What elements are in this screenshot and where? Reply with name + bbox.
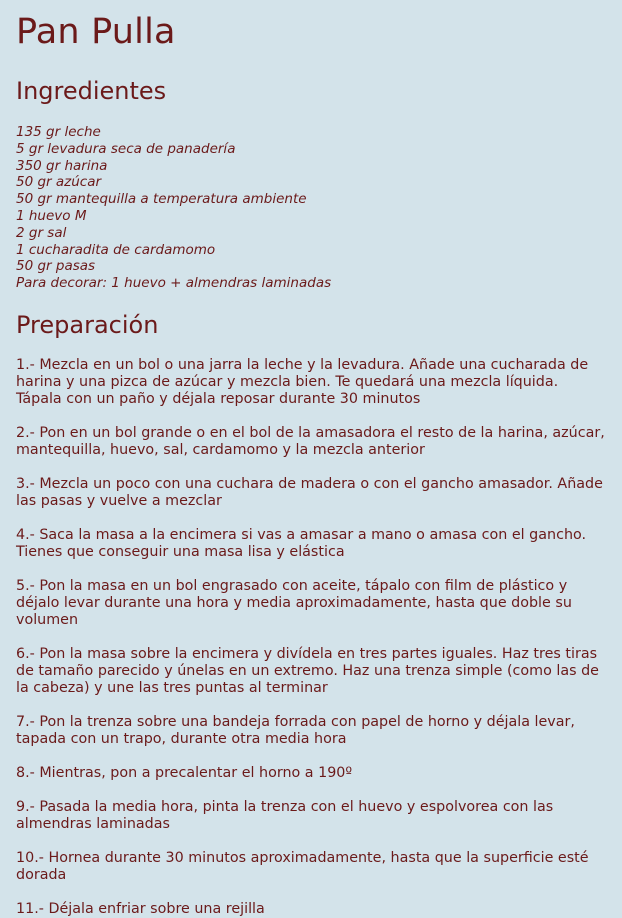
ingredient-item: 50 gr pasas	[16, 258, 96, 275]
step-item: 2.- Pon en un bol grande o en el bol de la amasadora el resto de la harina, azúcar, mantequilla, huevo, sal, cardamomo y la mezcla anterior	[16, 424, 605, 458]
ingredient-item: 135 gr leche	[16, 124, 101, 140]
ingredient-item: 350 gr harina	[16, 157, 108, 174]
step-item: 9.- Pasada la media hora, pinta la trenza con el huevo y espolvorea con las almendras laminadas	[16, 798, 554, 832]
ingredient-item: 50 gr mantequilla a temperatura ambiente	[16, 191, 307, 208]
step-item: 8.- Mientras, pon a precalentar el horno a 190º	[16, 764, 353, 781]
ingredient-item: 1 huevo M	[16, 207, 87, 224]
step-item: 11.- Déjala enfriar sobre una rejilla	[16, 900, 265, 917]
step-item: 1.- Mezcla en un bol o una jarra la leche y la levadura. Añade una cucharada de harina y una pizca de azúcar y mezcla bien. Te quedará una mezcla líquida. Tápala con un paño y déjala reposar durante 30 minutos	[16, 356, 589, 407]
ingredient-item: 2 gr sal	[16, 224, 67, 241]
step-item: 3.- Mezcla un poco con una cuchara de madera o con el gancho amasador. Añade las pasas y vuelve a mezclar	[16, 475, 603, 509]
step-item: 5.- Pon la masa en un bol engrasado con aceite, tápalo con film de plástico y déjalo levar durante una hora y media aproximadamente, hasta que doble su volumen	[16, 577, 572, 628]
ingredient-item: 1 cucharadita de cardamomo	[16, 241, 216, 258]
ingredients-heading: Ingredientes	[16, 77, 167, 105]
step-item: 4.- Saca la masa a la encimera si vas a amasar a mano o amasa con el gancho. Tienes que conseguir una masa lisa y elástica	[16, 526, 587, 560]
preparation-heading: Preparación	[16, 310, 159, 339]
preparation-steps	[16, 357, 606, 918]
step-item: 6.- Pon la masa sobre la encimera y divídela en tres partes iguales. Haz tres tiras de tamaño parecido y únelas en un extremo. Haz una trenza simple (como las de la cabeza) y une las tres puntas al terminar	[16, 645, 599, 696]
step-item: 7.- Pon la trenza sobre una bandeja forrada con papel de horno y déjala levar, tapada con un trapo, durante otra media hora	[16, 713, 575, 747]
ingredients-list	[16, 124, 606, 292]
ingredient-item: Para decorar: 1 huevo + almendras laminadas	[16, 275, 332, 292]
ingredient-item: 50 gr azúcar	[16, 174, 102, 191]
recipe-title: Pan Pulla	[16, 12, 176, 52]
ingredient-item: 5 gr levadura seca de panadería	[16, 140, 236, 157]
step-item: 10.- Hornea durante 30 minutos aproximadamente, hasta que la superficie esté dorada	[16, 849, 589, 883]
